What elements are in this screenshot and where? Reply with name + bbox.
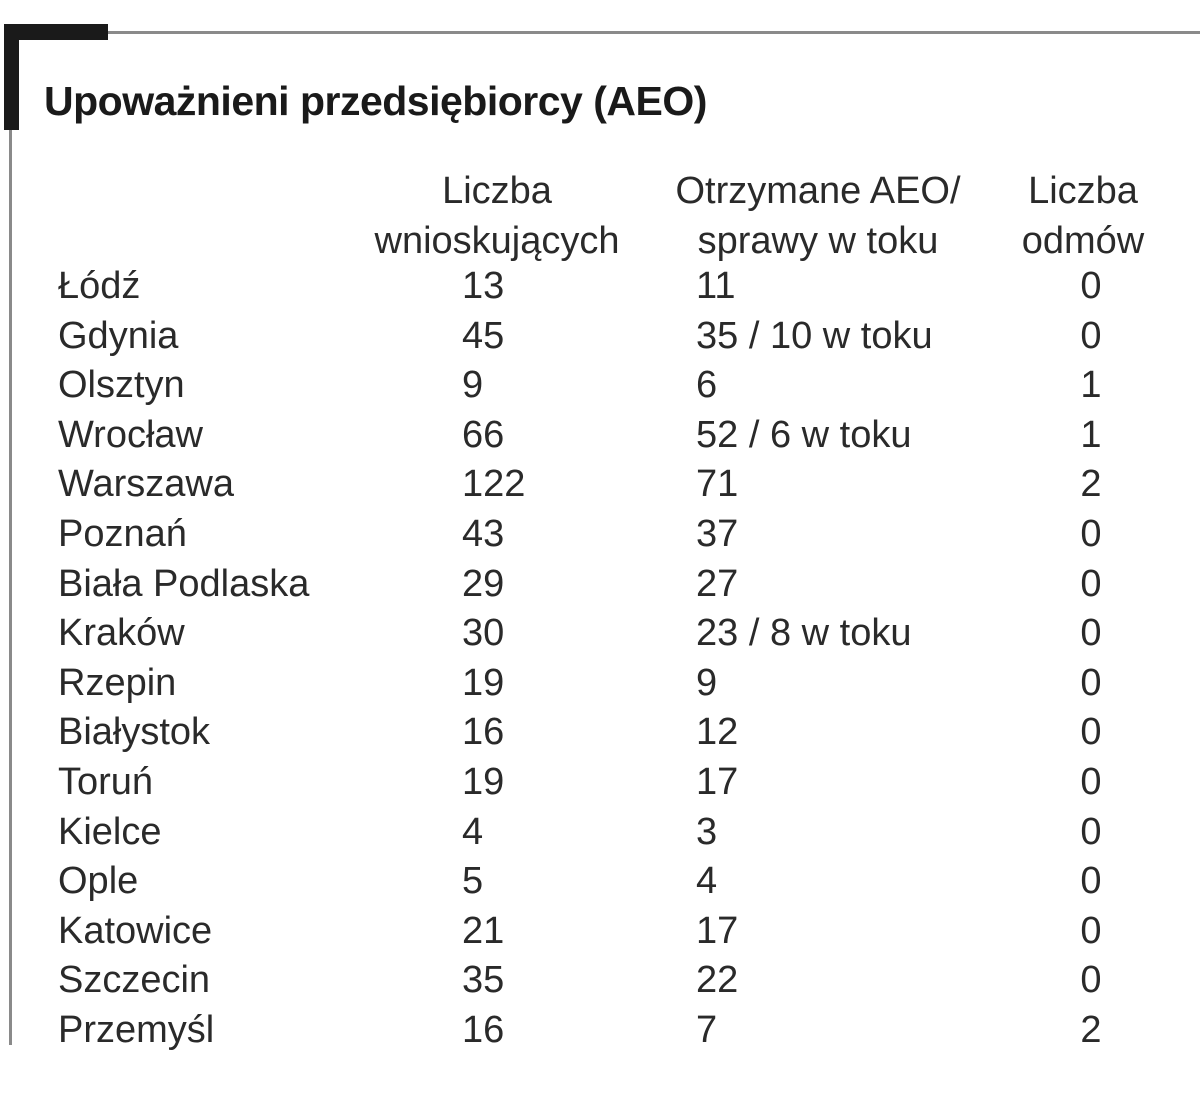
received-count: 52 / 6 w toku	[696, 413, 912, 456]
table-row	[0, 460, 1200, 510]
applicants-count: 43	[462, 512, 505, 555]
column-header-received	[648, 166, 988, 266]
received-count: 37	[696, 512, 739, 555]
applicants-count: 66	[462, 413, 505, 456]
refusals-count: 1	[1080, 413, 1102, 456]
received-count: 35 / 10 w toku	[696, 314, 933, 357]
applicants-count: 21	[462, 909, 505, 952]
table-row	[0, 262, 1200, 312]
refusals-count: 2	[1080, 463, 1102, 506]
city-name: Katowice	[58, 909, 213, 952]
table-row	[0, 956, 1200, 1006]
table-row	[0, 907, 1200, 957]
table-body	[0, 262, 1200, 1056]
city-name: Biała Podlaska	[58, 562, 310, 605]
city-name: Kielce	[58, 810, 162, 853]
applicants-count: 4	[462, 810, 484, 853]
corner-accent-vertical	[4, 24, 19, 130]
column-header-refusals	[1000, 166, 1166, 266]
refusals-count: 0	[1080, 612, 1102, 655]
refusals-count: 0	[1080, 909, 1102, 952]
table-row	[0, 808, 1200, 858]
refusals-count: 0	[1080, 810, 1102, 853]
received-count: 4	[696, 860, 718, 903]
received-count: 22	[696, 959, 739, 1002]
table-row	[0, 560, 1200, 610]
column-header-applicants	[352, 166, 642, 266]
received-count: 9	[696, 661, 718, 704]
refusals-count: 2	[1080, 1008, 1102, 1051]
city-name: Szczecin	[58, 959, 211, 1002]
column-header-line: Otrzymane AEO/	[675, 170, 961, 212]
city-name: Łódź	[58, 265, 141, 307]
city-name: Białystok	[58, 711, 211, 754]
table-row	[0, 312, 1200, 362]
table-row	[0, 758, 1200, 808]
city-name: Kraków	[58, 612, 185, 655]
received-count: 6	[696, 364, 718, 407]
city-name: Toruń	[58, 760, 154, 803]
table-row	[0, 1006, 1200, 1056]
received-count: 17	[696, 760, 739, 803]
refusals-count: 0	[1080, 711, 1102, 754]
city-name: Ople	[58, 860, 139, 903]
received-count: 3	[696, 810, 718, 853]
corner-accent-horizontal	[4, 24, 108, 40]
applicants-count: 45	[462, 314, 505, 357]
table-row	[0, 659, 1200, 709]
refusals-count: 0	[1080, 959, 1102, 1002]
received-count: 7	[696, 1008, 718, 1051]
applicants-count: 30	[462, 612, 505, 655]
table-row	[0, 857, 1200, 907]
refusals-count: 0	[1080, 562, 1102, 605]
city-name: Olsztyn	[58, 364, 185, 407]
top-rule	[108, 31, 1200, 34]
refusals-count: 0	[1080, 661, 1102, 704]
table-title: Upoważnieni przedsiębiorcy (AEO)	[44, 78, 707, 124]
city-name: Warszawa	[58, 463, 234, 506]
received-count: 23 / 8 w toku	[696, 612, 912, 655]
received-count: 11	[696, 265, 736, 307]
applicants-count: 5	[462, 860, 484, 903]
refusals-count: 0	[1080, 512, 1102, 555]
applicants-count: 19	[462, 661, 505, 704]
received-count: 12	[696, 711, 739, 754]
applicants-count: 13	[462, 265, 505, 307]
applicants-count: 19	[462, 760, 505, 803]
applicants-count: 16	[462, 711, 505, 754]
refusals-count: 0	[1080, 314, 1102, 357]
column-header-line: wnioskujących	[374, 220, 620, 262]
applicants-count: 29	[462, 562, 505, 605]
table-row	[0, 411, 1200, 461]
table-row	[0, 609, 1200, 659]
received-count: 71	[696, 463, 739, 506]
received-count: 17	[696, 909, 739, 952]
city-name: Poznań	[58, 512, 187, 555]
city-name: Przemyśl	[58, 1008, 215, 1051]
table-row	[0, 708, 1200, 758]
refusals-count: 1	[1080, 364, 1102, 407]
refusals-count: 0	[1080, 860, 1102, 903]
table-row	[0, 361, 1200, 411]
column-header-line: Liczba	[442, 170, 552, 212]
column-header-line: sprawy w toku	[697, 220, 939, 262]
city-name: Gdynia	[58, 314, 179, 357]
refusals-count: 0	[1080, 760, 1102, 803]
refusals-count: 0	[1080, 265, 1102, 307]
received-count: 27	[696, 562, 739, 605]
table-row	[0, 510, 1200, 560]
applicants-count: 122	[462, 463, 526, 506]
applicants-count: 16	[462, 1008, 505, 1051]
applicants-count: 9	[462, 364, 484, 407]
column-header-line: odmów	[1021, 220, 1145, 262]
column-header-line: Liczba	[1028, 170, 1138, 212]
city-name: Rzepin	[58, 661, 177, 704]
applicants-count: 35	[462, 959, 505, 1002]
city-name: Wrocław	[58, 413, 203, 456]
